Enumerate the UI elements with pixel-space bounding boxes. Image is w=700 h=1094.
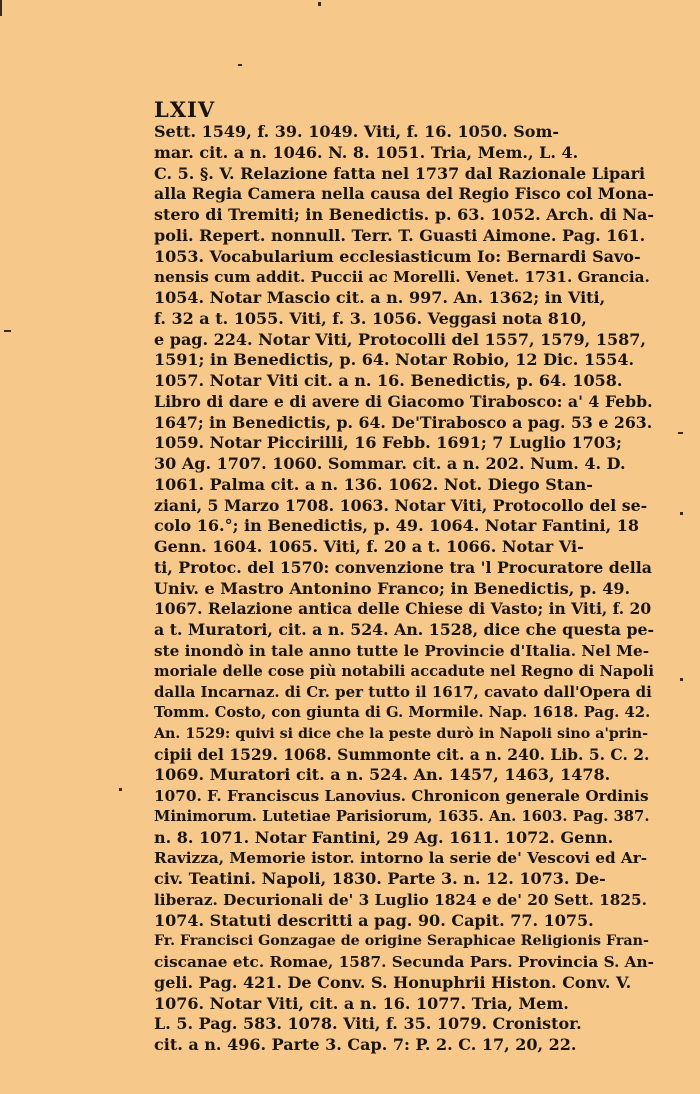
text-line: f. 32 a t. 1055. Viti, f. 3. 1056. Veggasi nota 810, bbox=[154, 308, 587, 328]
text-line: liberaz. Decurionali de' 3 Luglio 1824 e de' 20 Sett. 1825. bbox=[154, 890, 647, 909]
text-line: nensis cum addit. Puccii ac Morelli. Venet. 1731. Grancia. bbox=[154, 268, 650, 287]
text-line: 1647; in Benedictis, p. 64. De'Tirabosco a pag. 53 e 263. bbox=[154, 412, 653, 432]
text-line: dalla Incarnaz. di Cr. per tutto il 1617, cavato dall'Opera di bbox=[154, 683, 652, 702]
text-line: Tomm. Costo, con giunta di G. Mormile. Nap. 1618. Pag. 42. bbox=[154, 704, 651, 721]
text-line: 1061. Palma cit. a n. 136. 1062. Not. Diego Stan- bbox=[154, 474, 593, 494]
notes-text-block bbox=[154, 122, 654, 1056]
text-line: 1069. Muratori cit. a n. 524. An. 1457, 1463, 1478. bbox=[154, 765, 611, 785]
text-line: cipii del 1529. 1068. Summonte cit. a n. 240. Lib. 5. C. 2. bbox=[154, 744, 650, 764]
scan-speck bbox=[119, 788, 122, 791]
text-line: Univ. e Mastro Antonino Franco; in Benedictis, p. 49. bbox=[154, 578, 631, 598]
text-line: 1076. Notar Viti, cit. a n. 16. 1077. Tria, Mem. bbox=[154, 993, 569, 1013]
text-line: 1591; in Benedictis, p. 64. Notar Robio, 12 Dic. 1554. bbox=[154, 350, 635, 370]
text-line: n. 8. 1071. Notar Fantini, 29 Ag. 1611. 1072. Genn. bbox=[154, 827, 614, 847]
text-line: 1067. Relazione antica delle Chiese di Vasto; in Viti, f. 20 bbox=[154, 599, 652, 619]
text-line: Sett. 1549, f. 39. 1049. Viti, f. 16. 1050. Som- bbox=[154, 122, 560, 141]
scan-speck bbox=[680, 512, 683, 515]
text-line: Ravizza, Memorie istor. intorno la serie de' Vescovi ed Ar- bbox=[154, 849, 648, 868]
text-line: ste inondò in tale anno tutte le Provincie d'Italia. Nel Me- bbox=[154, 641, 650, 660]
text-line: 1070. F. Franciscus Lanovius. Chronicon generale Ordinis bbox=[154, 787, 649, 805]
scan-speck bbox=[4, 330, 11, 332]
text-line: stero di Tremiti; in Benedictis. p. 63. 1052. Arch. di Na- bbox=[154, 205, 654, 224]
text-line: 1074. Statuti descritti a pag. 90. Capit. 77. 1075. bbox=[154, 910, 594, 930]
text-line: ziani, 5 Marzo 1708. 1063. Notar Viti, Protocollo del se- bbox=[154, 495, 648, 515]
text-line: An. 1529: quivi si dice che la peste durò in Napoli sino a'prin- bbox=[154, 725, 648, 742]
scan-speck bbox=[0, 0, 2, 16]
text-line: cit. a n. 496. Parte 3. Cap. 7: P. 2. C. 17, 20, 22. bbox=[154, 1035, 577, 1054]
text-line: geli. Pag. 421. De Conv. S. Honuphrii Histon. Conv. V. bbox=[154, 972, 632, 992]
text-line: Libro di dare e di avere di Giacomo Tirabosco: a' 4 Febb. bbox=[154, 391, 653, 411]
page-number: LXIV bbox=[154, 97, 216, 122]
text-line: 30 Ag. 1707. 1060. Sommar. cit. a n. 202. Num. 4. D. bbox=[154, 454, 626, 473]
text-line: ciscanae etc. Romae, 1587. Secunda Pars. Provincia S. An- bbox=[154, 953, 654, 971]
text-line: mar. cit. a n. 1046. N. 8. 1051. Tria, Mem., L. 4. bbox=[154, 142, 579, 162]
text-line: moriale delle cose più notabili accadute nel Regno di Napoli bbox=[154, 662, 654, 680]
scan-speck bbox=[680, 678, 683, 681]
text-line: 1054. Notar Mascio cit. a n. 997. An. 1362; in Viti, bbox=[154, 288, 606, 307]
text-line: 1053. Vocabularium ecclesiasticum Io: Bernardi Savo- bbox=[154, 246, 641, 266]
text-line: colo 16.°; in Benedictis, p. 49. 1064. Notar Fantini, 18 bbox=[154, 516, 639, 536]
text-line: alla Regia Camera nella causa del Regio Fisco col Mona- bbox=[154, 184, 654, 204]
scan-speck bbox=[678, 432, 683, 434]
text-line: 1059. Notar Piccirilli, 16 Febb. 1691; 7 Luglio 1703; bbox=[154, 433, 622, 453]
text-line: a t. Muratori, cit. a n. 524. An. 1528, dice che questa pe- bbox=[154, 620, 654, 639]
text-line: e pag. 224. Notar Viti, Protocolli del 1557, 1579, 1587, bbox=[154, 329, 646, 349]
scan-speck bbox=[238, 64, 242, 66]
text-line: C. 5. §. V. Relazione fatta nel 1737 dal Razionale Lipari bbox=[154, 163, 646, 183]
scan-speck bbox=[318, 2, 321, 6]
text-line: L. 5. Pag. 583. 1078. Viti, f. 35. 1079. Cronistor. bbox=[154, 1014, 582, 1034]
text-line: Fr. Francisci Gonzagae de origine Seraphicae Religionis Fran- bbox=[154, 933, 649, 950]
text-line: Genn. 1604. 1065. Viti, f. 20 a t. 1066. Notar Vi- bbox=[154, 537, 584, 556]
text-line: poli. Repert. nonnull. Terr. T. Guasti Aimone. Pag. 161. bbox=[154, 225, 646, 245]
text-line: 1057. Notar Viti cit. a n. 16. Benedictis, p. 64. 1058. bbox=[154, 371, 623, 390]
text-line: civ. Teatini. Napoli, 1830. Parte 3. n. 12. 1073. De- bbox=[154, 869, 606, 888]
text-line: Minimorum. Lutetiae Parisiorum, 1635. An. 1603. Pag. 387. bbox=[154, 807, 650, 825]
text-line: ti, Protoc. del 1570: convenzione tra 'l Procuratore della bbox=[154, 557, 652, 577]
